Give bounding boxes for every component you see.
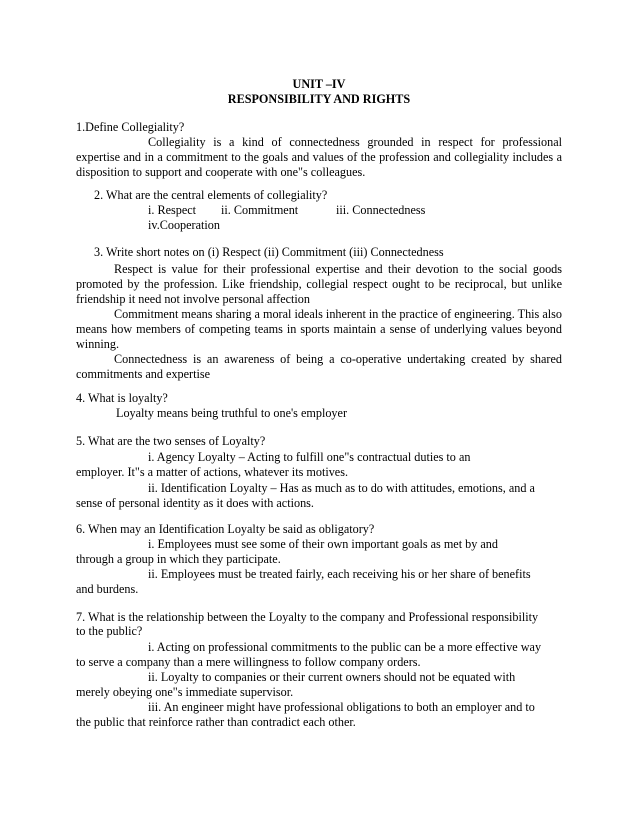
q6-answer-2-line2: and burdens.: [76, 582, 139, 596]
q4-question: 4. What is loyalty?: [76, 391, 168, 405]
q3-respect-note: Respect is value for their professional expertise and their devotion to the social goods promoted by the profession. Like friendship, collegial respect ought to be reciprocal, but unlike friendship it need not involve personal affection: [76, 262, 562, 307]
q7-question-line2: to the public?: [76, 624, 143, 638]
q7-answer-2-line2: merely obeying one"s immediate supervisor.: [76, 685, 294, 699]
q3-question: 3. Write short notes on (i) Respect (ii) Commitment (iii) Connectedness: [94, 245, 444, 259]
q5-question: 5. What are the two senses of Loyalty?: [76, 434, 266, 448]
q7-answer-1-line1: i. Acting on professional commitments to the public can be a more effective way: [148, 640, 542, 654]
q2-item-respect: i. Respect: [148, 203, 197, 217]
q4-answer: Loyalty means being truthful to one's employer: [116, 406, 347, 420]
q7-answer-3-line1: iii. An engineer might have professional obligations to both an employer and to: [148, 700, 535, 714]
q7-answer-2-line1: ii. Loyalty to companies or their current owners should not be equated with: [148, 670, 516, 684]
q7-answer-3-line2: the public that reinforce rather than contradict each other.: [76, 715, 356, 729]
q6-question: 6. When may an Identification Loyalty be said as obligatory?: [76, 522, 375, 536]
unit-heading: UNIT –IV: [292, 77, 346, 91]
q5-answer-2-line2: sense of personal identity as it does with actions.: [76, 496, 314, 510]
q3-connectedness-note: Connectedness is an awareness of being a co-operative undertaking created by shared commitments and expertise: [76, 352, 562, 382]
page-title: RESPONSIBILITY AND RIGHTS: [227, 92, 411, 106]
q5-answer-1-line1: i. Agency Loyalty – Acting to fulfill one"s contractual duties to an: [148, 450, 471, 464]
q6-answer-1-line1: i. Employees must see some of their own important goals as met by and: [148, 537, 498, 551]
q1-answer: Collegiality is a kind of connectedness grounded in respect for professional expertise and in a commitment to the goals and values of the profession and collegiality includes a disposition to support and cooperate with one"s colleagues.: [76, 135, 562, 180]
q2-item-connectedness: iii. Connectedness: [336, 203, 426, 217]
q5-answer-2-line1: ii. Identification Loyalty – Has as much as to do with attitudes, emotions, and a: [148, 481, 535, 495]
q6-answer-1-line2: through a group in which they participate.: [76, 552, 281, 566]
q3-commitment-note: Commitment means sharing a moral ideals inherent in the practice of engineering. This also means how members of competing teams in sports maintain a sense of underlying values beyond winning.: [76, 307, 562, 352]
q2-question: 2. What are the central elements of collegiality?: [94, 188, 328, 202]
q5-answer-1-line2: employer. It"s a matter of actions, whatever its motives.: [76, 465, 349, 479]
q7-question-line1: 7. What is the relationship between the Loyalty to the company and Professional responsibility: [76, 610, 539, 624]
q6-answer-2-line1: ii. Employees must be treated fairly, each receiving his or her share of benefits: [148, 567, 531, 581]
q2-item-commitment: ii. Commitment: [221, 203, 299, 217]
q2-item-cooperation: iv.Cooperation: [148, 218, 220, 232]
q1-question: 1.Define Collegiality?: [76, 120, 185, 134]
q7-answer-1-line2: to serve a company than a mere willingness to follow company orders.: [76, 655, 421, 669]
